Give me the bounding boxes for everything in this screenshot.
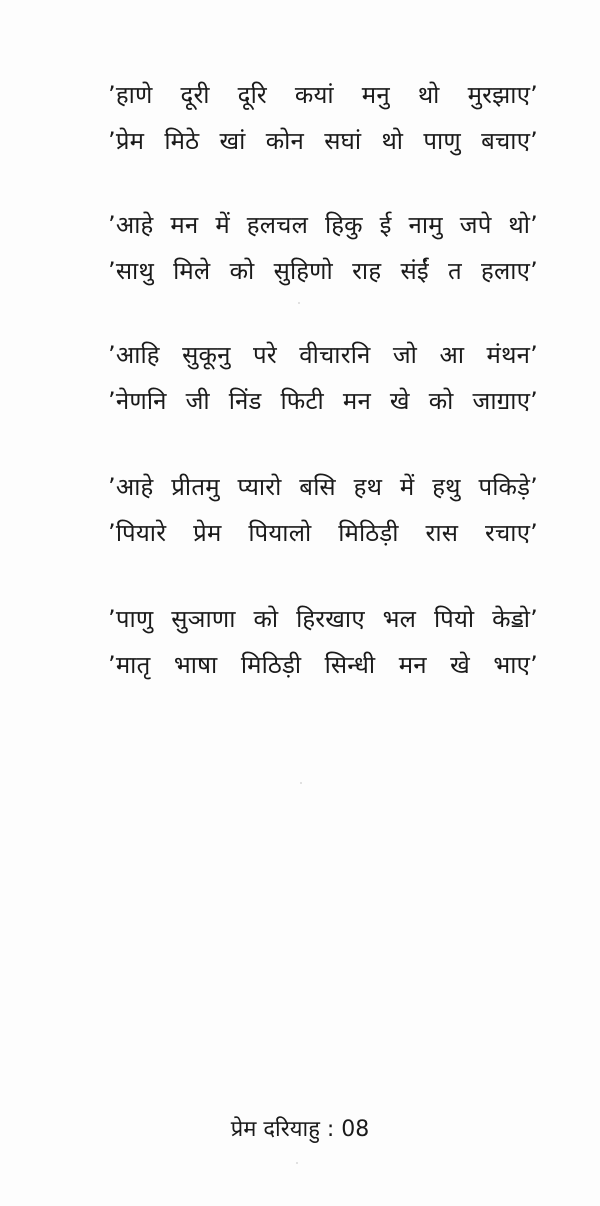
verse-line: ’साथु मिले को सुहिणो राह संईं त हलाए’ bbox=[108, 257, 538, 285]
page-footer: प्रेम दरियाहु : 08 bbox=[230, 1117, 370, 1142]
stanza-3 bbox=[108, 338, 538, 430]
stanza-5 bbox=[108, 602, 538, 694]
verse-line: ’नेणनि जी निंड फिटी मन खे को जाॻाए’ bbox=[108, 387, 538, 415]
verse-line: ’हाणे दूरी दूरि कयां मनु थो मुरझाए’ bbox=[108, 81, 538, 109]
verse-line: ’पियारे प्रेम पियालो मिठिड़ी रास रचाए’ bbox=[108, 519, 538, 547]
verse-line: ’प्रेम मिठे खां कोन सघां थो पाणु बचाए’ bbox=[108, 127, 538, 155]
stanza-1 bbox=[108, 78, 538, 170]
paper-speck bbox=[300, 782, 302, 784]
verse-line: ’मातृ भाषा मिठिड़ी सिन्धी मन खे भाए’ bbox=[108, 651, 538, 679]
stanza-4 bbox=[108, 470, 538, 562]
stanza-2 bbox=[108, 208, 538, 300]
paper-speck bbox=[296, 1162, 298, 1164]
verse-line: ’आहे प्रीतमु प्यारो बसि हथ में हथु पकिड़े’ bbox=[108, 473, 538, 501]
verse-line: ’आहि सुकूनु परे वीचारनि जो आ मंथन’ bbox=[108, 341, 538, 369]
paper-speck bbox=[298, 302, 300, 304]
verse-line: ’आहे मन में हलचल हिकु ई नामु जपे थो’ bbox=[108, 211, 538, 239]
verse-line: ’पाणु सुञाणा को हिरखाए भल पियो केॾो’ bbox=[108, 605, 538, 633]
